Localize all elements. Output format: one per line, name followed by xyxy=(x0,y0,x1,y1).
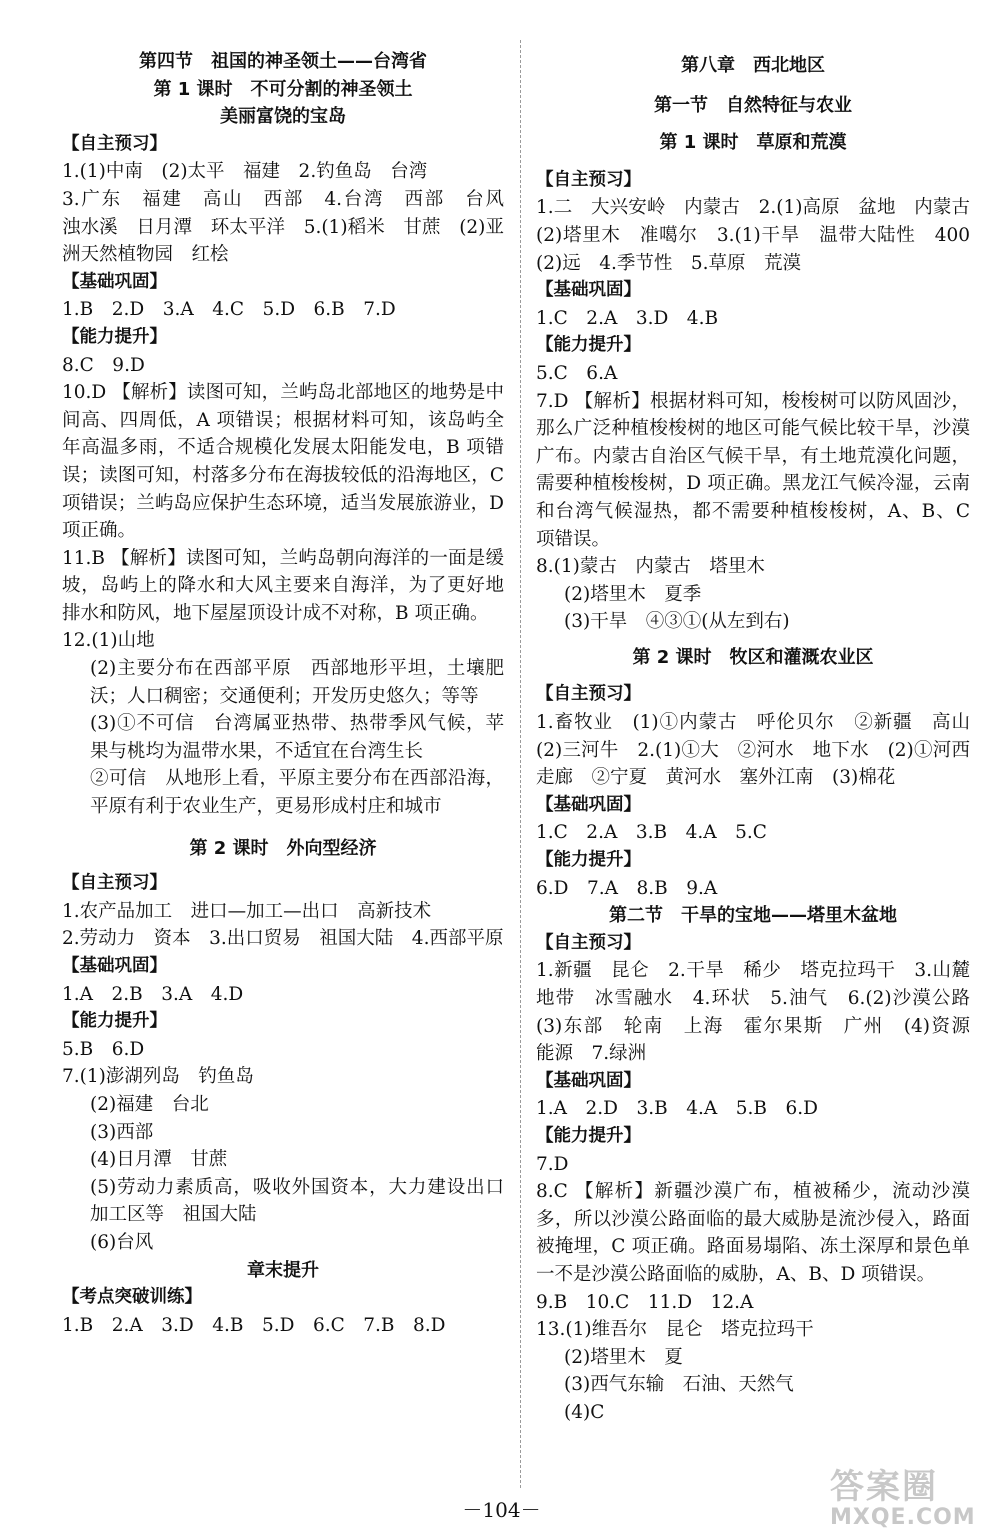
answer-line: 8.C 9.D xyxy=(62,354,145,376)
answer-line: 5.C 6.A xyxy=(536,362,618,384)
subsection-heading: 【自主预习】 xyxy=(536,169,641,190)
answer-line: 7.D 【解析】根据材料可知，梭梭树可以防风固沙，那么广泛种植梭梭树的地区可能气候比较干旱，沙漠广布。内蒙古自治区气候干旱，有土地荒漠化问题，需要种植梭梭树，D 项正确。黑龙江气候冷湿，云南和台湾气候湿热，都不需要种植梭梭树，A、B、C 项错误。 xyxy=(536,390,970,550)
answer-line: 1.A 2.B 3.A 4.D xyxy=(62,983,244,1005)
answer-subline: (3)西部 xyxy=(90,1121,154,1143)
subsection-heading: 【基础巩固】 xyxy=(62,271,167,292)
answer-line: 7.D xyxy=(536,1153,569,1175)
answer-line: 7.(1)澎湖列岛 钓鱼岛 xyxy=(62,1066,254,1088)
subsection-heading: 【能力提升】 xyxy=(536,1125,641,1146)
answer-subline: (3)干旱 ④③①(从左到右) xyxy=(564,611,790,633)
answer-subline: ②可信 从地形上看，平原主要分布在西部沿海，平原有利于农业生产，更易形成村庄和城市 xyxy=(90,768,504,818)
answer-line: 1.(1)中南 (2)太平 福建 2.钓鱼岛 台湾 xyxy=(62,161,428,183)
subsection-heading: 【考点突破训练】 xyxy=(62,1287,202,1308)
answer-subline: (6)台风 xyxy=(90,1231,154,1253)
subsection-heading: 【能力提升】 xyxy=(536,335,641,356)
chapter-title: 第八章 西北地区 xyxy=(681,55,825,76)
answer-line: 1.二 大兴安岭 内蒙古 2.(1)高原 盆地 内蒙古 (2)塔里木 准噶尔 3.(1)干旱 温带大陆性 400 (2)远 4.季节性 5.草原 荒漠 xyxy=(536,197,989,274)
answer-subline: (2)塔里木 夏季 xyxy=(564,583,702,605)
section-title: 第一节 自然特征与农业 xyxy=(654,94,852,116)
subsection-heading: 【能力提升】 xyxy=(62,326,167,347)
section-title: 第 1 课时 不可分割的神圣领土 xyxy=(153,78,413,100)
subsection-heading: 【自主预习】 xyxy=(536,932,641,953)
section-title: 美丽富饶的宝岛 xyxy=(220,106,346,128)
answer-subline: (3)①不可信 台湾属亚热带、热带季风气候，苹果与桃均为温带水果，不适宜在台湾生长 xyxy=(90,713,504,762)
section-title: 第 2 课时 牧区和灌溉农业区 xyxy=(632,646,874,668)
answer-subline: (2)福建 台北 xyxy=(90,1093,209,1115)
subsection-heading: 【能力提升】 xyxy=(536,850,641,871)
right-column xyxy=(536,48,989,1427)
watermark-logo xyxy=(830,1468,990,1532)
subsection-heading: 【能力提升】 xyxy=(62,1011,167,1032)
answer-line: 11.B 【解析】读图可知，兰屿岛朝向海洋的一面是缓坡，岛屿上的降水和大风主要来自海洋，为了更好地排水和防风，地下屋屋顶设计成不对称，B 项正确。 xyxy=(62,547,504,624)
answer-line: 1.新疆 昆仑 2.干旱 稀少 塔克拉玛干 3.山麓地带 冰雪融水 4.环状 5.油气 6.(2)沙漠公路 (3)东部 轮南 上海 霍尔果斯 广州 (4)资源 能源 7.绿洲 xyxy=(536,960,989,1065)
left-column xyxy=(62,48,523,1339)
answer-subline: (2)主要分布在西部平原 西部地形平坦，土壤肥沃；人口稠密；交通便利；开发历史悠久；等等 xyxy=(90,658,504,707)
answer-subline: (3)西气东输 石油、天然气 xyxy=(564,1374,794,1396)
watermark-site: MXQE.COM xyxy=(830,1505,976,1530)
answer-line: 1.B 2.D 3.A 4.C 5.D 6.B 7.D xyxy=(62,299,396,321)
answer-line: 5.B 6.D xyxy=(62,1038,145,1060)
answer-line: 1.农产品加工 进口—加工—出口 高新技术 xyxy=(62,900,432,922)
subsection-heading: 【基础巩固】 xyxy=(62,956,167,976)
page-number: －104－ xyxy=(462,1498,541,1522)
answer-line: 3.广东 福建 高山 西部 4.台湾 西部 台风 浊水溪 日月潭 环太平洋 5.(1)稻米 甘蔗 (2)亚洲天然植物园 红桧 xyxy=(62,188,523,266)
subsection-heading: 【基础巩固】 xyxy=(536,794,641,815)
answer-line: 1.B 2.A 3.D 4.B 5.D 6.C 7.B 8.D xyxy=(62,1314,446,1336)
answer-subline: (4)C xyxy=(564,1401,605,1423)
answer-line: 13.(1)维吾尔 昆仑 塔克拉玛干 xyxy=(536,1319,814,1341)
section-title: 第 1 课时 草原和荒漠 xyxy=(659,132,847,154)
subsection-heading: 【自主预习】 xyxy=(62,133,167,154)
watermark-title: 答案圈 xyxy=(830,1467,938,1507)
section-title: 第 2 课时 外向型经济 xyxy=(189,837,377,859)
answer-subline: (2)塔里木 夏 xyxy=(564,1346,683,1368)
subsection-heading: 【自主预习】 xyxy=(536,684,641,705)
answer-line: 9.B 10.C 11.D 12.A xyxy=(536,1291,754,1313)
answer-line: 1.C 2.A 3.D 4.B xyxy=(536,307,719,329)
column-divider xyxy=(520,40,521,1488)
answer-line: 8.C 【解析】新疆沙漠广布，植被稀少，流动沙漠多，所以沙漠公路面临的最大威胁是流沙侵入，路面被掩埋，C 项正确。路面易塌陷、冻土深厚和景色单一不是沙漠公路面临的威胁，A、B、D 项错误。 xyxy=(536,1181,970,1285)
answer-line: 1.A 2.D 3.B 4.A 5.B 6.D xyxy=(536,1098,818,1120)
section-title: 第二节 干旱的宝地——塔里木盆地 xyxy=(609,905,897,927)
answer-line: 10.D 【解析】读图可知，兰屿岛北部地区的地势是中间高、四周低，A 项错误；根据材料可知，该岛屿全年高温多雨，不适合规模化发展太阳能发电，B 项错误；读图可知，村落多分布在海拔较低的沿海地区，C 项错误；兰屿岛应保护生态环境，适当发展旅游业，D 项正确。 xyxy=(62,382,504,542)
answer-subline: (5)劳动力素质高，吸收外国资本，大力建设出口加工区等 祖国大陆 xyxy=(90,1176,504,1226)
answer-line: 1.C 2.A 3.B 4.A 5.C xyxy=(536,822,767,844)
answer-line: 6.D 7.A 8.B 9.A xyxy=(536,877,718,899)
section-title: 章末提升 xyxy=(247,1259,319,1281)
subsection-heading: 【基础巩固】 xyxy=(536,280,641,301)
subsection-heading: 【自主预习】 xyxy=(62,873,167,894)
answer-line: 2.劳动力 资本 3.出口贸易 祖国大陆 4.西部平原 xyxy=(62,928,504,950)
answer-line: 1.畜牧业 (1)①内蒙古 呼伦贝尔 ②新疆 高山 (2)三河牛 2.(1)①大 ②河水 地下水 (2)①河西走廊 ②宁夏 黄河水 塞外江南 (3)棉花 xyxy=(536,712,989,789)
answer-line: 12.(1)山地 xyxy=(62,630,155,652)
answer-subline: (4)日月潭 甘蔗 xyxy=(90,1149,228,1171)
subsection-heading: 【基础巩固】 xyxy=(536,1070,641,1091)
answer-line: 8.(1)蒙古 内蒙古 塔里木 xyxy=(536,556,765,578)
section-title: 第四节 祖国的神圣领土——台湾省 xyxy=(139,51,427,72)
